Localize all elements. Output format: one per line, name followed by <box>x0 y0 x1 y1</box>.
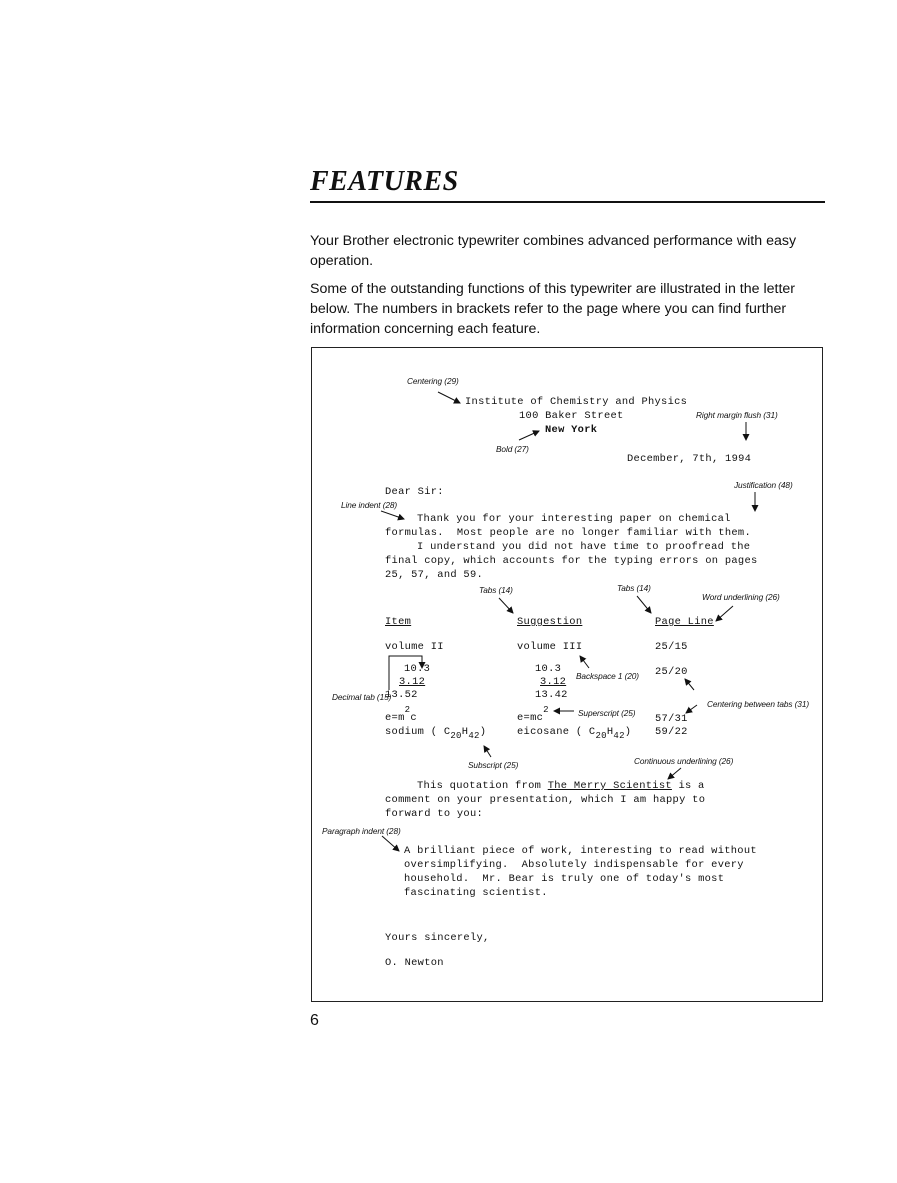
annotation-tabs-1: Tabs (14) <box>479 585 513 595</box>
arrow-backspace <box>580 656 589 668</box>
arrow-decimal-tab <box>389 656 422 690</box>
intro-paragraph-2: Some of the outstanding functions of this typewriter are illustrated in the letter below. The numbers in brackets refer to the page where you can find further information concerning each feature. <box>310 281 796 337</box>
item-row-4: 13.52 <box>385 689 418 701</box>
suggestion-row-4: 13.42 <box>535 689 568 701</box>
arrow-bold <box>519 431 539 440</box>
quote-line-3: household. Mr. Bear is truly one of today's most <box>404 873 725 885</box>
annotation-paragraph-indent: Paragraph indent (28) <box>322 826 401 836</box>
closing: Yours sincerely, <box>385 932 490 944</box>
suggestion-row-2: 10.3 <box>535 663 562 675</box>
item-row-6: sodium ( C20H42) <box>385 726 487 741</box>
page-row-1: 25/15 <box>655 641 688 653</box>
page-row-4: 59/22 <box>655 726 688 738</box>
signature: O. Newton <box>385 957 444 969</box>
address-line-2: 100 Baker Street <box>519 410 624 422</box>
annotation-centering: Centering (29) <box>407 376 459 386</box>
arrow-word-underlining <box>716 606 733 621</box>
annotation-decimal-tab: Decimal tab (15) <box>332 692 392 702</box>
item-row-2: 10.3 <box>404 663 431 675</box>
body-line-3: I understand you did not have time to proofread the <box>417 541 751 553</box>
page-row-3: 57/31 <box>655 713 688 725</box>
annotation-right-margin: Right margin flush (31) <box>696 410 778 420</box>
suggestion-row-5: e=mc2 <box>517 705 549 724</box>
suggestion-row-6: eicosane ( C20H42) <box>517 726 632 741</box>
header-page-line: Page Line <box>655 616 714 628</box>
annotation-continuous-underlining: Continuous underlining (26) <box>634 756 734 766</box>
arrow-line-indent <box>381 511 404 519</box>
intro-paragraph-1: Your Brother electronic typewriter combines advanced performance with easy operation. <box>310 233 797 269</box>
annotation-subscript: Subscript (25) <box>468 760 519 770</box>
item-row-1: volume II <box>385 641 444 653</box>
arrow-centering-tabs <box>686 705 697 713</box>
address-line-3: New York <box>545 424 598 436</box>
annotation-line-indent: Line indent (28) <box>341 500 398 510</box>
annotation-bold: Bold (27) <box>496 444 529 454</box>
quote-intro-line-3: forward to you: <box>385 808 484 820</box>
arrow-tabs-1 <box>499 598 513 613</box>
quote-intro-line-2: comment on your presentation, which I am happy to <box>385 794 706 806</box>
annotation-centering-tabs: Centering between tabs (31) <box>707 699 809 709</box>
page-row-2: 25/20 <box>655 666 688 678</box>
quote-line-2: oversimplifying. Absolutely indispensable for every <box>404 859 744 871</box>
annotation-superscript: Superscript (25) <box>578 708 636 718</box>
annotation-word-underlining: Word underlining (26) <box>702 592 780 602</box>
letter-date: December, 7th, 1994 <box>627 453 752 465</box>
item-row-3: 3.12 <box>399 676 426 688</box>
arrow-subscript <box>484 746 491 757</box>
arrow-centering <box>438 392 460 403</box>
quote-line-1: A brilliant piece of work, interesting to read without <box>404 845 757 857</box>
annotation-backspace: Backspace 1 (20) <box>576 671 639 681</box>
annotation-tabs-2: Tabs (14) <box>617 583 651 593</box>
body-line-2: formulas. Most people are no longer familiar with them. <box>385 527 751 539</box>
header-item: Item <box>385 616 412 628</box>
arrow-paragraph-indent <box>382 836 399 851</box>
item-row-5: e=m2c <box>385 705 417 724</box>
suggestion-row-1: volume III <box>517 641 583 653</box>
quote-intro-line-1: This quotation from The Merry Scientist is a <box>417 780 705 792</box>
page-number: 6 <box>310 1012 319 1029</box>
body-line-5: 25, 57, and 59. <box>385 569 484 581</box>
annotation-justification: Justification (48) <box>734 480 793 490</box>
page-title: FEATURES <box>310 166 459 197</box>
suggestion-row-3: 3.12 <box>540 676 567 688</box>
arrow-continuous-underlining <box>668 768 681 779</box>
header-suggestion: Suggestion <box>517 616 583 628</box>
body-line-4: final copy, which accounts for the typing errors on pages <box>385 555 758 567</box>
arrow-tabs-2 <box>637 596 651 613</box>
address-line-1: Institute of Chemistry and Physics <box>465 396 688 408</box>
arrow-continuous-page <box>685 679 694 690</box>
body-line-1: Thank you for your interesting paper on chemical <box>417 513 731 525</box>
salutation: Dear Sir: <box>385 486 444 498</box>
quote-line-4: fascinating scientist. <box>404 887 548 899</box>
